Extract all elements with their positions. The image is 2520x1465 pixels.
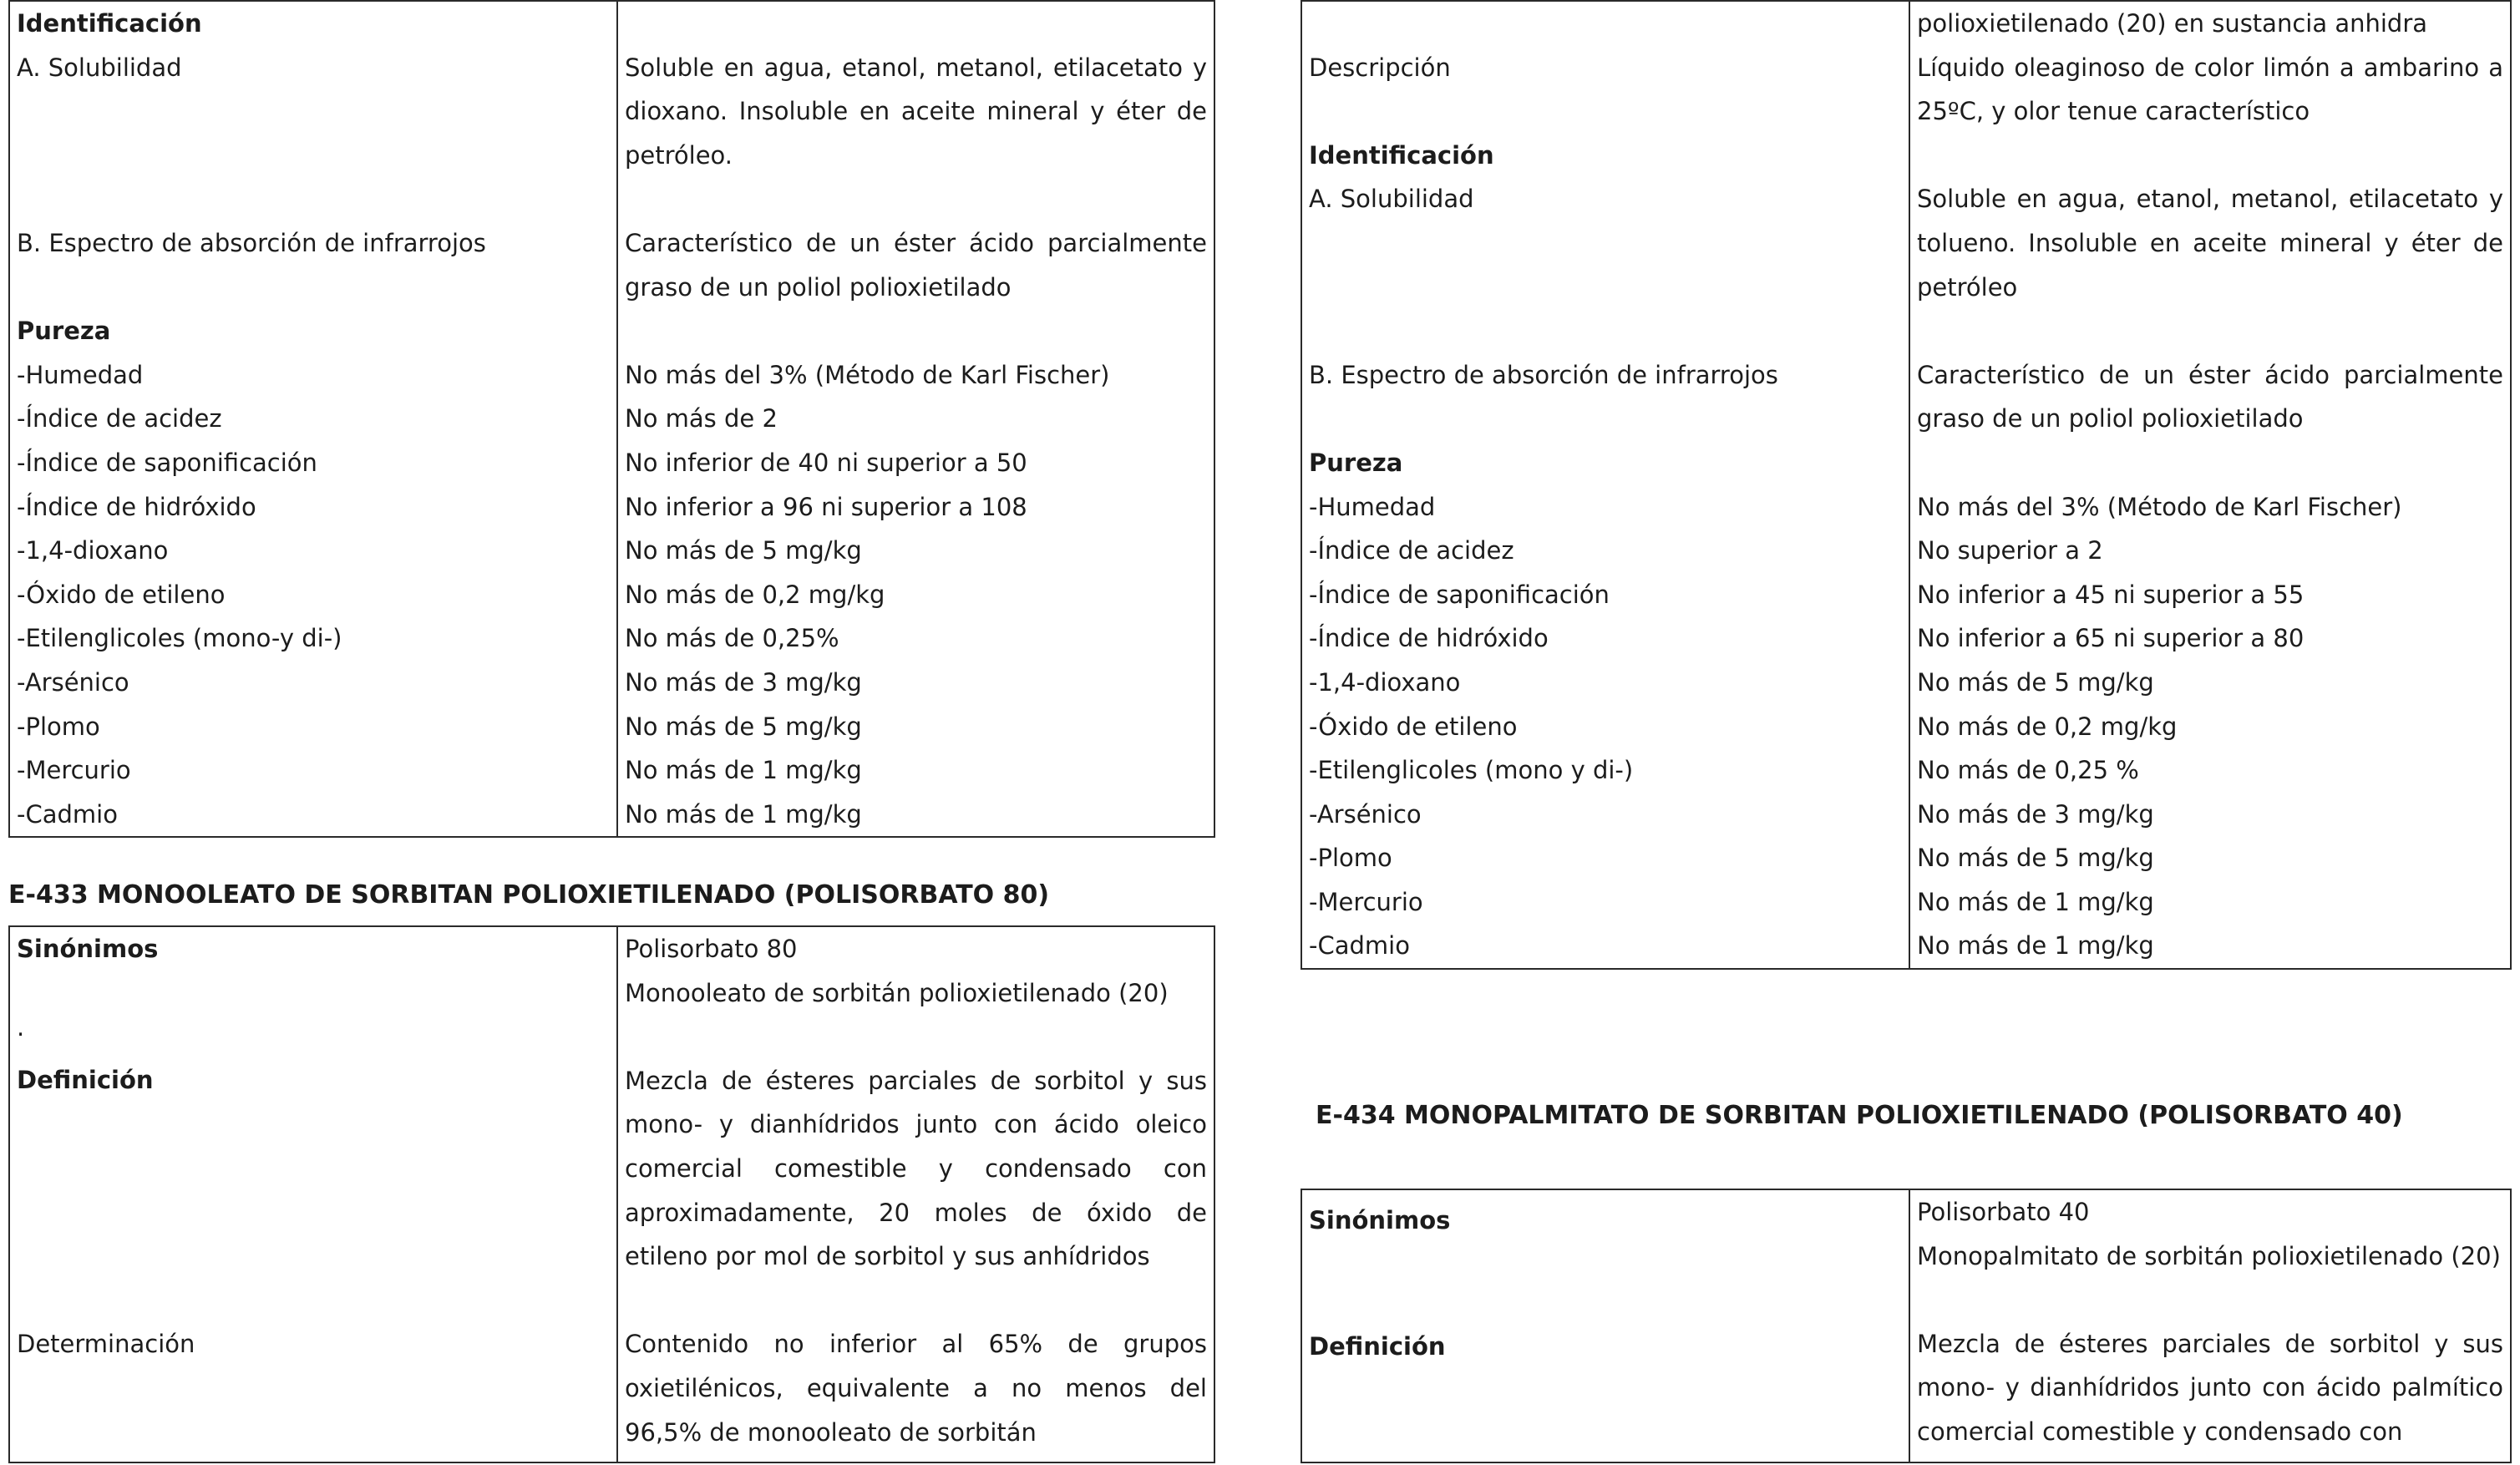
spec-label: A. Solubilidad xyxy=(1309,185,1474,214)
spec-value-cell xyxy=(617,1,1214,837)
spec-label: B. Espectro de absorción de infrarrojos xyxy=(1309,360,1778,389)
spec-value-determinacion: Contenido no inferior al 65% de grupos oxietilénicos, equivalente a no menos del 96,5% de monooleato de sorbitán xyxy=(625,1330,1207,1447)
section-title-e433: E-433 MONOOLEATO DE SORBITAN POLIOXIETILENADO (POLISORBATO 80) xyxy=(8,880,1050,910)
spec-label: -Etilenglicoles (mono-y di-) xyxy=(17,624,342,653)
spec-value-cell xyxy=(1909,1189,2511,1462)
spec-value: Monopalmitato de sorbitán polioxietilenado (20) xyxy=(1917,1241,2501,1270)
section-heading-identificacion: Identificación xyxy=(1309,140,1494,170)
right-spec-table xyxy=(1301,0,2512,970)
spec-value: No más de 3 mg/kg xyxy=(625,667,862,697)
spec-value: No más de 5 mg/kg xyxy=(625,536,862,565)
table-row xyxy=(9,1,1214,837)
spec-label: -Índice de acidez xyxy=(1309,536,1514,565)
spec-label-cell xyxy=(1301,1189,1909,1462)
spec-label-sinonimos: Sinónimos xyxy=(1309,1206,1451,1234)
spec-value-cell xyxy=(617,926,1214,1462)
spec-label: -Arsénico xyxy=(17,667,129,697)
spec-label: -Índice de saponificación xyxy=(1309,580,1610,609)
spec-value: Característico de un éster ácido parcialmente graso de un poliol polioxietilado xyxy=(625,228,1207,302)
spec-label-definicion: Definición xyxy=(17,1066,154,1095)
spec-value: No más de 1 mg/kg xyxy=(1917,931,2154,961)
spec-label: -Etilenglicoles (mono y di-) xyxy=(1309,756,1634,785)
spec-value: No más de 1 mg/kg xyxy=(1917,887,2154,916)
spec-label: -Óxido de etileno xyxy=(1309,712,1518,741)
spec-value: No más de 0,2 mg/kg xyxy=(625,580,885,609)
e434-spec-table xyxy=(1301,1189,2512,1463)
spec-value: No más de 5 mg/kg xyxy=(625,712,862,741)
spec-value: No más de 0,2 mg/kg xyxy=(1917,712,2178,741)
spec-value: No más de 1 mg/kg xyxy=(625,756,862,785)
spec-value: No más de 5 mg/kg xyxy=(1917,667,2154,697)
spec-label: A. Solubilidad xyxy=(17,53,182,82)
spec-value: Líquido oleaginoso de color limón a ambarino a 25ºC, y olor tenue característico xyxy=(1917,53,2503,126)
right-column xyxy=(1301,0,2512,1446)
spec-value-cell xyxy=(1909,1,2511,969)
section-heading-identificacion: Identificación xyxy=(17,9,202,38)
table-row xyxy=(1301,1189,2511,1462)
spec-value-definicion: Mezcla de ésteres parciales de sorbitol y sus mono- y dianhídridos junto con ácido oleico comercial comestible y condensado con aproximadamente, 20 moles de óxido de etileno por mol de sorbitol y sus anhídridos xyxy=(625,1066,1207,1271)
table-row xyxy=(1301,1,2511,969)
spec-value: No más de 3 mg/kg xyxy=(1917,799,2154,829)
spec-value: Característico de un éster ácido parcialmente graso de un poliol polioxietilado xyxy=(1917,360,2503,433)
spec-value: No más del 3% (Método de Karl Fischer) xyxy=(1917,492,2402,521)
spec-label-determinacion: Determinación xyxy=(17,1329,195,1358)
spec-label: -1,4-dioxano xyxy=(1309,667,1461,697)
spec-label-cell xyxy=(9,926,617,1462)
stray-dot: . xyxy=(17,1013,25,1042)
spec-label-cell xyxy=(9,1,617,837)
spec-label: -Mercurio xyxy=(1309,887,1423,916)
spec-label-cell xyxy=(1301,1,1909,969)
spec-value: polioxietilenado (20) en sustancia anhidra xyxy=(1917,9,2428,38)
spec-value: Polisorbato 80 xyxy=(625,935,798,963)
spec-label: -Índice de hidróxido xyxy=(17,492,256,521)
spec-value: No superior a 2 xyxy=(1917,536,2103,565)
spec-label: -Humedad xyxy=(1309,492,1436,521)
spec-label: -Índice de saponificación xyxy=(17,448,317,477)
spec-label: -Índice de acidez xyxy=(17,404,222,433)
spec-value: Polisorbato 40 xyxy=(1917,1198,2090,1226)
left-column xyxy=(8,0,1215,1447)
section-title-e434: E-434 MONOPALMITATO DE SORBITAN POLIOXIETILENADO (POLISORBATO 40) xyxy=(1316,1101,2403,1130)
spec-label-definicion: Definición xyxy=(1309,1332,1446,1361)
spec-value: No inferior a 96 ni superior a 108 xyxy=(625,492,1027,521)
section-heading-pureza: Pureza xyxy=(1309,448,1403,477)
left-spec-table xyxy=(8,0,1215,838)
section-heading-pureza: Pureza xyxy=(17,317,111,346)
spec-value: Monooleato de sorbitán polioxietilenado (20) xyxy=(625,978,1169,1007)
spec-value: No más de 1 mg/kg xyxy=(625,799,862,829)
spec-label: -Cadmio xyxy=(1309,931,1410,961)
table-row xyxy=(9,926,1214,1462)
spec-value: No inferior a 45 ni superior a 55 xyxy=(1917,580,2305,609)
spec-value: No más de 0,25% xyxy=(625,624,839,653)
spec-label: -Plomo xyxy=(17,712,100,741)
spec-label: -Cadmio xyxy=(17,799,118,829)
spec-value: No más de 0,25 % xyxy=(1917,756,2139,785)
spec-label: -1,4-dioxano xyxy=(17,536,169,565)
spec-value: Soluble en agua, etanol, metanol, etilacetato y tolueno. Insoluble en aceite mineral y éter de petróleo xyxy=(1917,185,2503,302)
spec-label: Descripción xyxy=(1309,53,1451,82)
spec-label: B. Espectro de absorción de infrarrojos xyxy=(17,228,486,257)
spec-value: Soluble en agua, etanol, metanol, etilacetato y dioxano. Insoluble en aceite mineral y éter de petróleo. xyxy=(625,53,1207,170)
spec-label: -Arsénico xyxy=(1309,799,1422,829)
spec-value: No más de 5 mg/kg xyxy=(1917,844,2154,873)
spec-value: No inferior a 65 ni superior a 80 xyxy=(1917,624,2305,653)
spec-label: -Humedad xyxy=(17,360,144,389)
spec-label: -Plomo xyxy=(1309,844,1392,873)
spec-value: No inferior de 40 ni superior a 50 xyxy=(625,448,1027,477)
spec-label-sinonimos: Sinónimos xyxy=(17,935,159,963)
spec-label: -Óxido de etileno xyxy=(17,580,226,609)
e433-spec-table xyxy=(8,925,1215,1463)
spec-value-definicion: Mezcla de ésteres parciales de sorbitol y sus mono- y dianhídridos junto con ácido palmítico comercial comestible y condensado con xyxy=(1917,1329,2503,1446)
spec-value: No más del 3% (Método de Karl Fischer) xyxy=(625,360,1110,389)
spec-value: No más de 2 xyxy=(625,404,778,433)
spec-label: -Mercurio xyxy=(17,756,131,785)
spec-label: -Índice de hidróxido xyxy=(1309,624,1549,653)
